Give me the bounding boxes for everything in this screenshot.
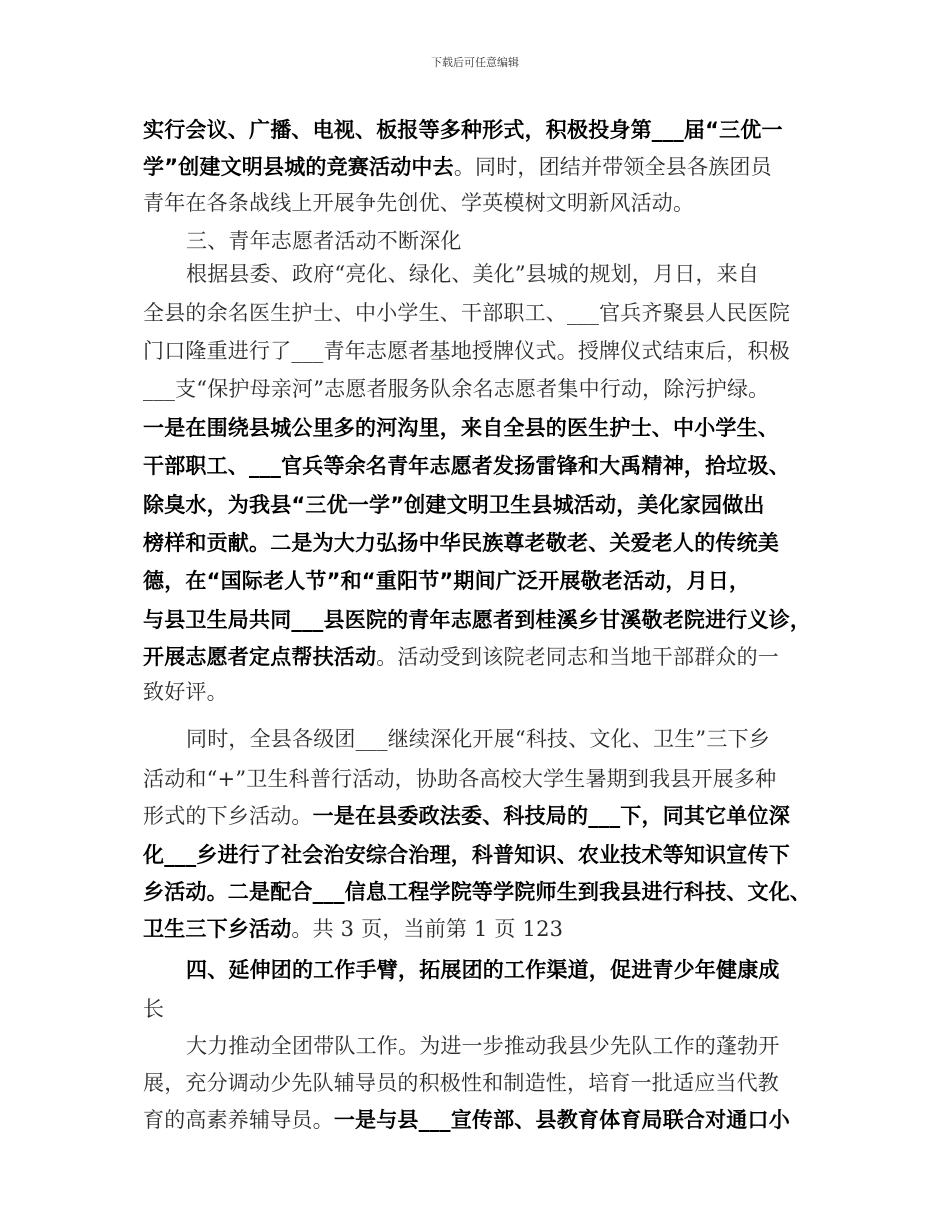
text-line: [143, 408, 779, 448]
bold-text-run: 化___乡进行了社会治安综合治理，科普知识、农业技术等知识宣传下: [143, 843, 790, 867]
text-run: 门口隆重进行了___青年志愿者基地授牌仪式。授牌仪式结束后，积极: [143, 339, 790, 363]
text-run: 三、青年志愿者活动不断深化: [186, 229, 462, 253]
text-run: 形式的下乡活动。: [143, 804, 313, 828]
bold-text-run: 德，在“国际老人节”和“重阳节”期间广泛开展敬老活动，月日，: [143, 569, 751, 593]
text-line: [143, 796, 790, 836]
text-run: 。共 3 页，当前第 1 页 123: [291, 917, 564, 941]
bold-text-run: 与县卫生局共同___县医院的青年志愿者到桂溪乡甘溪敬老院进行义诊，: [143, 608, 812, 632]
text-run: 展，充分调动少先队辅导员的积极性和制造性，培育一批适应当代教: [143, 1071, 779, 1095]
text-run: 同时，全县各级团___继续深化开展“科技、文化、卫生”三下乡: [186, 727, 770, 751]
text-line: [143, 485, 765, 525]
text-line: [143, 835, 790, 875]
text-line: [143, 561, 750, 601]
bold-text-run: 学”创建文明县城的竞赛活动中去: [143, 155, 454, 179]
text-line: [143, 600, 811, 640]
text-line: [143, 909, 563, 949]
text-line: [143, 989, 164, 1029]
text-line: [143, 1063, 779, 1103]
text-run: ___支“保护母亲河”志愿者服务队余名志愿者集中行动，除污护绿。: [143, 377, 770, 401]
text-line: [143, 1100, 790, 1140]
text-run: 育的高素养辅导员。: [143, 1108, 334, 1132]
text-line: [143, 523, 779, 563]
text-run: 青年在各条战线上开展争先创优、学英模树文明新风活动。: [143, 191, 695, 215]
text-line: [143, 637, 779, 677]
text-run: 。同时，团结并带领全县各族团员: [453, 155, 772, 179]
page-header: 下载后可任意编辑: [431, 56, 519, 69]
text-line: [143, 110, 783, 150]
text-run: 长: [143, 997, 165, 1021]
text-line: [143, 872, 811, 912]
text-run: 根据县委、政府“亮化、绿化、美化”县城的规划，月日，来自: [186, 262, 760, 286]
bold-text-run: 乡活动。二是配合___信息工程学院等学院师生到我县进行科技、文化、: [143, 880, 812, 904]
text-line: [143, 183, 694, 223]
bold-text-run: 榜样和贡献。二是为大力弘扬中华民族尊老敬老、关爱老人的传统美: [143, 531, 779, 555]
text-run: 活动和“+”卫生科普行活动，协助各高校大学生暑期到我县开展多种: [143, 767, 777, 791]
bold-text-run: 四、延伸团的工作手臂，拓展团的工作渠道，促进青少年健康成: [186, 958, 780, 982]
text-line: [143, 331, 790, 371]
bold-text-run: 一是与县___宣传部、县教育体育局联合对通口小: [333, 1108, 790, 1132]
text-line: [143, 446, 790, 486]
bold-text-run: 除臭水，为我县“三优一学”创建文明卫生县城活动，美化家园做出: [143, 493, 765, 517]
text-line: [186, 1026, 780, 1066]
text-line: [186, 254, 759, 294]
bold-text-run: 一是在县委政法委、科技局的___下，同其它单位深: [312, 804, 790, 828]
bold-text-run: 开展志愿者定点帮扶活动: [143, 645, 377, 669]
text-line: [143, 759, 776, 799]
text-line: [143, 369, 769, 409]
bold-text-run: 卫生三下乡活动: [143, 917, 292, 941]
text-line: [186, 719, 770, 759]
text-run: 大力推动全团带队工作。为进一步推动我县少先队工作的蓬勃开: [186, 1034, 780, 1058]
text-line: [186, 950, 780, 990]
text-run: 。活动受到该院老同志和当地干部群众的一: [376, 645, 780, 669]
bold-text-run: 实行会议、广播、电视、板报等多种形式，积极投身第___届“三优一: [143, 118, 783, 142]
text-line: [143, 293, 790, 333]
bold-text-run: 干部职工、___官兵等余名青年志愿者发扬雷锋和大禹精神，拾垃圾、: [143, 454, 790, 478]
text-run: 致好评。: [143, 680, 228, 704]
text-line: [143, 147, 772, 187]
text-run: 全县的余名医生护士、中小学生、干部职工、___官兵齐聚县人民医院: [143, 301, 790, 325]
bold-text-run: 一是在围绕县城公里多的河沟里，来自全县的医生护士、中小学生、: [143, 416, 779, 440]
text-line: [143, 672, 228, 712]
